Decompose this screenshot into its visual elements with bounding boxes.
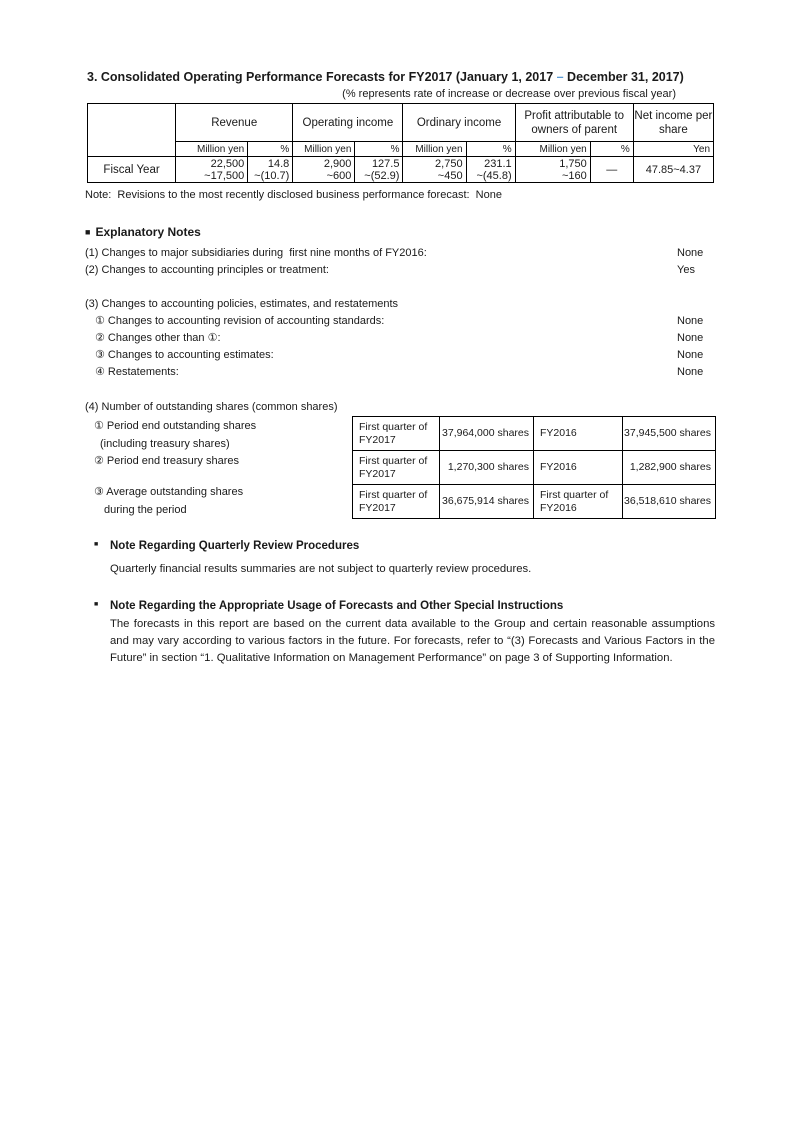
cell-net-income-per-share: 47.85~4.37 (633, 157, 713, 183)
section-title (87, 70, 715, 85)
section-title-text-end: December 31, 2017) (563, 70, 684, 84)
sub-4-label: ④ Restatements: (95, 366, 179, 378)
shares-label-1 (94, 417, 256, 453)
shares-table (352, 416, 716, 519)
shares-label-3 (94, 483, 243, 519)
ordinary-pct: 231.1 (484, 157, 512, 170)
item-1-value: None (677, 247, 704, 259)
header-profit-owners: Profit attributable to owners of parent (515, 104, 633, 142)
square-bullet-icon: ■ (85, 227, 91, 237)
shares-r3-value2: 36,518,610 shares (623, 485, 716, 519)
forecast-revision-note: Note: Revisions to the most recently disclosed business performance forecast: None (85, 189, 502, 201)
explanatory-item-1 (85, 245, 715, 262)
unit-profit-pct: % (590, 142, 633, 157)
sub-1-label: ① Changes to accounting revision of accounting standards: (95, 315, 385, 327)
square-bullet-icon: ■ (94, 601, 99, 608)
header-ordinary-income: Ordinary income (403, 104, 515, 142)
shares-r1-period1: First quarter of FY2017 (353, 417, 440, 451)
header-revenue: Revenue (176, 104, 293, 142)
ordinary-amount: 2,750 (435, 157, 463, 170)
shares-label-2-line1: ② Period end treasury shares (94, 455, 239, 467)
sub-4-value: None (677, 366, 704, 378)
unit-operating-pct: % (355, 142, 403, 157)
cell-revenue-amount (176, 157, 248, 183)
shares-table-row-2 (353, 451, 716, 485)
quarterly-review-note (85, 539, 715, 578)
operating-pct: 127.5 (371, 157, 400, 170)
cell-operating-amount (293, 157, 355, 183)
quarterly-review-heading: Note Regarding Quarterly Review Procedures (110, 540, 360, 552)
cell-profit-pct-dash: — (590, 157, 633, 183)
unit-revenue-million-yen: Million yen (176, 142, 248, 157)
explanatory-item-3-sub-1 (85, 313, 715, 330)
forecast-usage-body: The forecasts in this report are based on the current data available to the Group and certain reasonable assumptions and may vary according to various factors in the future. For forecasts, refer to “(3) Forecasts and Various Factors in the Future” in section “1. Qualitative Information on Management Performance” on page 3 of Supporting Information. (110, 618, 715, 664)
profit-amount: 1,750 (559, 157, 587, 170)
operating-pct-range: ~(52.9) (364, 169, 400, 182)
shares-r1-value2: 37,945,500 shares (623, 417, 716, 451)
profit-amount-range: ~160 (561, 169, 587, 182)
unit-revenue-pct: % (248, 142, 293, 157)
forecast-corner-cell (88, 104, 176, 157)
cell-ordinary-amount (403, 157, 466, 183)
shares-label-3-line1: ③ Average outstanding shares (94, 486, 244, 498)
sub-2-label: ② Changes other than ①: (95, 332, 221, 344)
sub-2-value: None (677, 332, 704, 344)
forecast-table (87, 103, 714, 183)
cell-profit-amount (515, 157, 590, 183)
operating-amount: 2,900 (323, 157, 352, 170)
unit-yen: Yen (633, 142, 713, 157)
shares-r2-period1: First quarter of FY2017 (353, 451, 440, 485)
ordinary-pct-range: ~(45.8) (476, 169, 512, 182)
item-2-value: Yes (677, 264, 695, 276)
shares-section-heading: (4) Number of outstanding shares (common shares) (85, 401, 338, 413)
title-dash: – (556, 70, 564, 84)
explanatory-item-2 (85, 262, 715, 279)
shares-r2-value2: 1,282,900 shares (623, 451, 716, 485)
shares-r3-period2: First quarter of FY2016 (534, 485, 623, 519)
explanatory-notes-heading (85, 225, 715, 240)
forecast-usage-note (85, 599, 715, 667)
quarterly-review-body: Quarterly financial results summaries are not subject to quarterly review procedures. (110, 563, 532, 575)
explanatory-item-3-sub-3 (85, 347, 715, 364)
operating-amount-range: ~600 (326, 169, 352, 182)
shares-label-2 (94, 452, 239, 470)
shares-label-3-line2: during the period (104, 504, 187, 516)
item-2-label: (2) Changes to accounting principles or treatment: (85, 264, 329, 276)
unit-profit-million-yen: Million yen (515, 142, 590, 157)
shares-table-row-3 (353, 485, 716, 519)
shares-r1-period2: FY2016 (534, 417, 623, 451)
header-net-income-per-share: Net income per share (633, 104, 713, 142)
forecast-table-caption: (% represents rate of increase or decrease over previous fiscal year) (342, 88, 676, 100)
ordinary-amount-range: ~450 (437, 169, 463, 182)
shares-r3-period1: First quarter of FY2017 (353, 485, 440, 519)
unit-operating-million-yen: Million yen (293, 142, 355, 157)
header-operating-income: Operating income (293, 104, 403, 142)
shares-label-1-line2: (including treasury shares) (100, 438, 230, 450)
revenue-amount: 22,500 (210, 157, 245, 170)
row-label-fiscal-year: Fiscal Year (88, 157, 176, 183)
cell-revenue-pct (248, 157, 293, 183)
cell-operating-pct (355, 157, 403, 183)
shares-r1-value1: 37,964,000 shares (440, 417, 534, 451)
section-title-text: 3. Consolidated Operating Performance Forecasts for FY2017 (January 1, 2017 (87, 70, 557, 84)
revenue-amount-range: ~17,500 (204, 169, 245, 182)
shares-r2-value1: 1,270,300 shares (440, 451, 534, 485)
revenue-pct: 14.8 (267, 157, 290, 170)
explanatory-item-3-sub-2 (85, 330, 715, 347)
item-3-label: (3) Changes to accounting policies, estimates, and restatements (85, 298, 399, 310)
unit-ordinary-pct: % (466, 142, 515, 157)
shares-label-1-line1: ① Period end outstanding shares (94, 420, 257, 432)
sub-3-value: None (677, 349, 704, 361)
revenue-pct-range: ~(10.7) (254, 169, 290, 182)
shares-r2-period2: FY2016 (534, 451, 623, 485)
forecast-usage-heading: Note Regarding the Appropriate Usage of Forecasts and Other Special Instructions (110, 600, 564, 612)
shares-r3-value1: 36,675,914 shares (440, 485, 534, 519)
shares-table-row-1 (353, 417, 716, 451)
item-1-label: (1) Changes to major subsidiaries during first nine months of FY2016: (85, 247, 427, 259)
page-content (85, 0, 715, 667)
shares-section (85, 416, 715, 522)
explanatory-notes-heading-text: Explanatory Notes (95, 225, 201, 239)
cell-ordinary-pct (466, 157, 515, 183)
sub-1-value: None (677, 315, 704, 327)
unit-ordinary-million-yen: Million yen (403, 142, 466, 157)
square-bullet-icon: ■ (94, 541, 99, 548)
explanatory-item-3-sub-4 (85, 364, 715, 381)
explanatory-item-3 (85, 296, 715, 313)
sub-3-label: ③ Changes to accounting estimates: (95, 349, 274, 361)
